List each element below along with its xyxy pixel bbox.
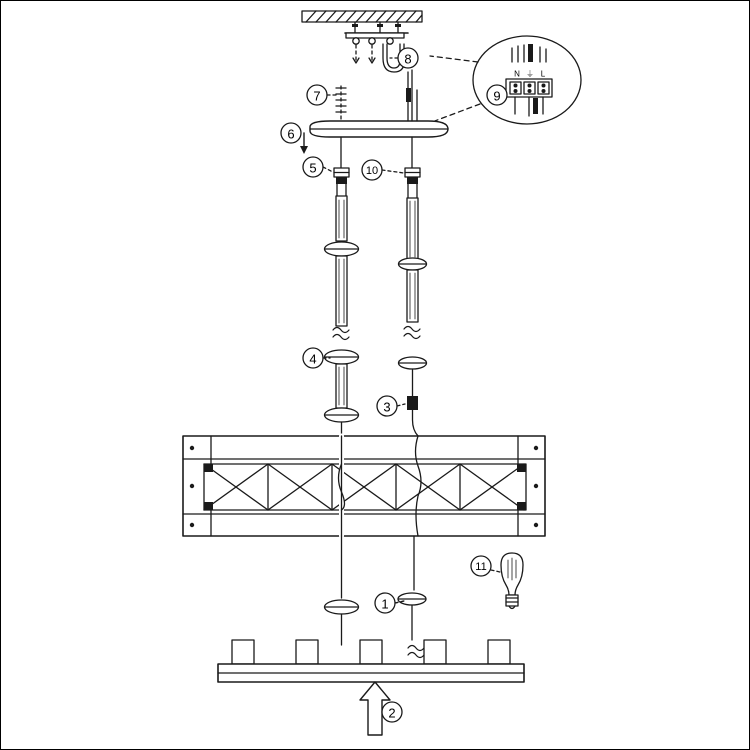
callout-10-label: 10 xyxy=(365,165,379,177)
terminal-label-l: L xyxy=(540,69,546,79)
callout-8-label: 8 xyxy=(404,51,412,67)
callout-4 xyxy=(303,348,323,368)
callout-1 xyxy=(375,593,395,613)
callout-7 xyxy=(307,85,327,105)
callout-7-label: 7 xyxy=(313,88,321,104)
callout-2-label: 2 xyxy=(388,705,396,721)
callout-10 xyxy=(362,160,382,180)
callout-3-label: 3 xyxy=(383,399,391,415)
callout-6 xyxy=(281,123,301,143)
callout-4-label: 4 xyxy=(309,351,317,367)
fixture-body xyxy=(183,436,545,536)
diagram-border xyxy=(1,1,750,750)
callout-1-label: 1 xyxy=(381,596,389,612)
callout-8 xyxy=(398,48,418,68)
callout-2 xyxy=(382,702,402,722)
callout-5-label: 5 xyxy=(309,160,317,176)
callout-5 xyxy=(303,157,323,177)
ceiling-plate xyxy=(302,11,422,22)
terminal-labels xyxy=(514,70,546,79)
callout-9 xyxy=(487,85,507,105)
callout-11 xyxy=(471,556,491,576)
ceiling-canopy xyxy=(310,121,448,137)
callout-9-label: 9 xyxy=(493,88,501,104)
callout-3 xyxy=(377,396,397,416)
terminal-label-earth: ⏚ xyxy=(526,69,534,79)
terminal-label-n: N xyxy=(514,69,520,79)
callout-6-label: 6 xyxy=(287,126,295,142)
callout-11-label: 11 xyxy=(475,561,487,573)
